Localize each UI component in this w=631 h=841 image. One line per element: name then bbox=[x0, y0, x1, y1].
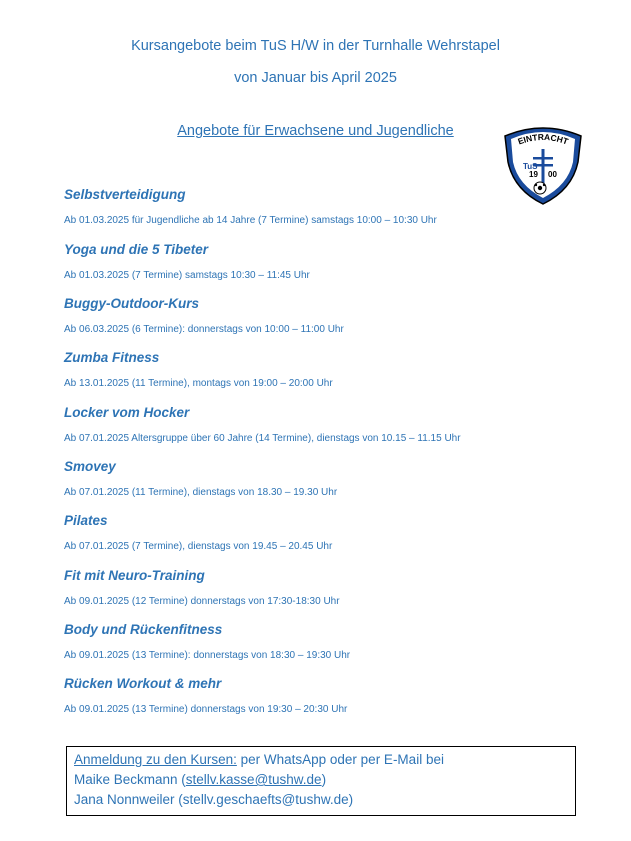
course-item bbox=[64, 242, 604, 282]
title-line-1: Kursangebote beim TuS H/W in der Turnhalle Wehrstapel bbox=[131, 38, 500, 54]
email-link-1[interactable]: stellv.kasse@tushw.de bbox=[185, 772, 322, 787]
registration-intro: per WhatsApp oder per E-Mail bei bbox=[236, 752, 444, 767]
course-details: Ab 01.03.2025 für Jugendliche ab 14 Jahre (7 Termine) samstags 10:00 – 10:30 Uhr bbox=[64, 215, 437, 226]
course-name: Smovey bbox=[64, 459, 116, 474]
course-name: Rücken Workout & mehr bbox=[64, 676, 222, 691]
course-item bbox=[64, 513, 604, 553]
course-item bbox=[64, 405, 604, 445]
contact-close-1: ) bbox=[321, 772, 327, 787]
course-details: Ab 01.03.2025 (7 Termine) samstags 10:30 – 11:45 Uhr bbox=[64, 270, 310, 281]
logo-year-left: 19 bbox=[529, 170, 538, 179]
course-details: Ab 09.01.2025 (13 Termine) donnerstags von 19:30 – 20:30 Uhr bbox=[64, 704, 348, 715]
course-item bbox=[64, 350, 604, 390]
registration-line bbox=[74, 750, 575, 770]
registration-label: Anmeldung zu den Kursen: bbox=[74, 752, 237, 767]
course-details: Ab 09.01.2025 (13 Termine): donnerstags von 18:30 – 19:30 Uhr bbox=[64, 650, 351, 661]
course-item bbox=[64, 459, 604, 499]
course-details: Ab 07.01.2025 Altersgruppe über 60 Jahre (14 Termine), dienstags von 10.15 – 11.15 Uhr bbox=[64, 433, 461, 444]
course-item bbox=[64, 622, 604, 662]
course-name: Selbstverteidigung bbox=[64, 187, 186, 202]
course-name: Zumba Fitness bbox=[64, 350, 160, 365]
course-item bbox=[64, 568, 604, 608]
course-name: Yoga und die 5 Tibeter bbox=[64, 242, 209, 257]
course-details: Ab 13.01.2025 (11 Termine), montags von 19:00 – 20:00 Uhr bbox=[64, 378, 333, 389]
logo-top-text: EINTRACHT bbox=[516, 131, 570, 147]
registration-box bbox=[66, 746, 576, 816]
course-details: Ab 06.03.2025 (6 Termine): donnerstags von 10:00 – 11:00 Uhr bbox=[64, 324, 344, 335]
course-item bbox=[64, 296, 604, 336]
logo-side-text: TuS bbox=[523, 162, 538, 171]
title-line-2: von Januar bis April 2025 bbox=[234, 70, 397, 86]
course-item bbox=[64, 676, 604, 716]
contact-line-1 bbox=[74, 770, 575, 790]
course-details: Ab 09.01.2025 (12 Termine) donnerstags von 17:30-18:30 Uhr bbox=[64, 596, 340, 607]
course-name: Fit mit Neuro-Training bbox=[64, 568, 205, 583]
course-item bbox=[64, 187, 604, 227]
contact-line-2: Jana Nonnweiler (stellv.geschaefts@tushw.de) bbox=[74, 792, 354, 807]
contact-person-1: Maike Beckmann ( bbox=[74, 772, 186, 787]
course-name: Body und Rückenfitness bbox=[64, 622, 223, 637]
course-name: Pilates bbox=[64, 513, 108, 528]
subtitle: Angebote für Erwachsene und Jugendliche bbox=[177, 123, 454, 139]
logo-year-right: 00 bbox=[548, 170, 557, 179]
course-name: Locker vom Hocker bbox=[64, 405, 190, 420]
course-details: Ab 07.01.2025 (11 Termine), dienstags von 18.30 – 19.30 Uhr bbox=[64, 487, 338, 498]
course-details: Ab 07.01.2025 (7 Termine), dienstags von 19.45 – 20.45 Uhr bbox=[64, 541, 333, 552]
course-name: Buggy-Outdoor-Kurs bbox=[64, 296, 199, 311]
